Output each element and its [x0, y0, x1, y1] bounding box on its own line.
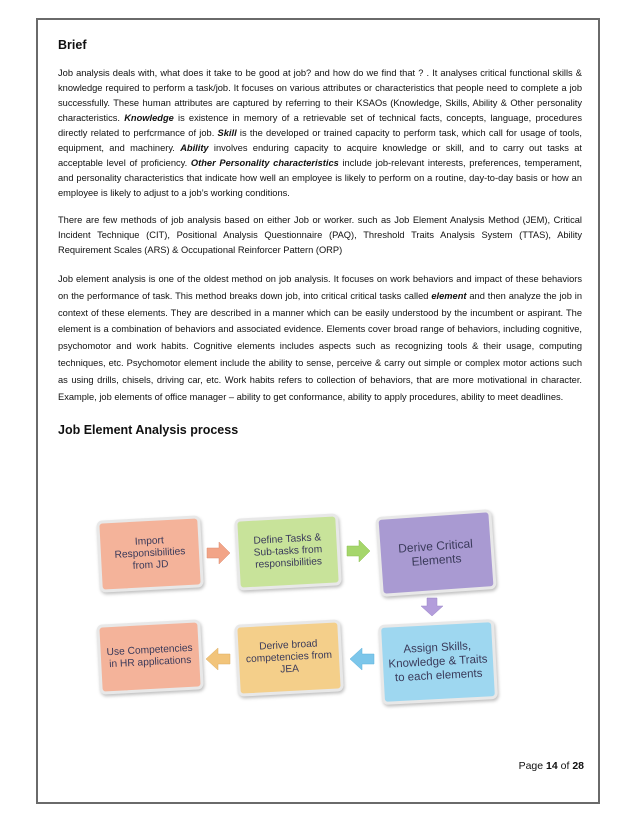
emphasis-term: element	[431, 290, 467, 301]
step-import-responsibilities: Import Responsibilities from JD	[96, 515, 204, 592]
page-content	[58, 36, 582, 437]
page-number	[519, 760, 584, 772]
page-current: 14	[546, 760, 558, 772]
brief-paragraph-2: There are few methods of job analysis based on either Job or worker. such as Job Element Analysis Method (JEM), Critical Incident Technique (CIT), Positional Analysis Questionnaire (PAQ), Threshold Traits Analysis System (TTAS), Ability Requirement Scales (ARS) & Occupational Reinforcer Pattern (ORP)	[58, 215, 582, 255]
emphasis-term: Other Personality characteristics	[190, 158, 339, 168]
process-heading: Job Element Analysis process	[58, 423, 239, 438]
page-label: Page	[518, 760, 544, 772]
emphasis-term: Knowledge	[124, 113, 174, 123]
brief-paragraph-3: Job element analysis is one of the oldest method on job analysis. It focuses on work behaviors and impact of these behaviors on the performance of task. This method breaks down job, into critical critical tasks called element and then analyze the job in context of these elements. They are described in a manner which can be easily understood by the incumbent or aspirant. The element is a combination of behaviors and associated evidence. Elements cover broad range of behaviors, including cognitive, psychomotor and work habits. Cognitive elements includes aspects such as recognizing tools & their usage, computing techniques, etc. Psychomotor element include the ability to sense, perceive & carry out simple or complex motor actions such as using drills, chisels, driving car, etc. Work habits refers to collection of behaviors, that are more motivational in character. Example, job elements of office manager – ability to get conformance, ability to apply procedures, ability to meet deadlines.	[58, 274, 583, 402]
step-use-competencies: Use Competencies in HR applications	[96, 619, 204, 694]
page-total: 28	[572, 760, 584, 772]
step-define-tasks: Define Tasks & Sub-tasks from responsibilities	[234, 513, 342, 590]
brief-paragraph-1: Job analysis deals with, what does it take to be good at job? and how do we find that ? . It analyses critical functional skills & knowledge required to perform a task/job. It focuses on various attributes or characteristics that people need to complete a job successfully. These human attributes are captured by referring to their KSAOs (Knowledge, Skills, Ability & Other personality characteristics. Knowledge is existence in memory of a retrievable set of technical facts, concepts, language, procedures directly related to perfcrmance of job. Skill is the developed or trained capacity to perform task, which call for usage of tools, equipment, and machinery. Ability involves enduring capacity to acquire knowledge or skill, and to carry out tasks at acceptable level of proficiency. Other Personality characteristics include job-relevant interests, preferences, temperament, and personality characteristics that indicate how well an employee is likely to perform on a routine, day-to-day basis or how an employee is likely to adjust to a job’s working conditions.	[58, 68, 582, 198]
step-assign-skills: Assign Skills, Knowledge & Traits to each elements	[378, 619, 498, 705]
brief-heading: Brief	[58, 38, 87, 52]
step-derive-competencies: Derive broad competencies from JEA	[234, 619, 344, 696]
emphasis-term: Ability	[180, 143, 209, 153]
step-derive-critical-elements: Derive Critical Elements	[375, 509, 496, 597]
emphasis-term: Skill	[217, 128, 237, 138]
page-of-label: of	[560, 760, 570, 772]
